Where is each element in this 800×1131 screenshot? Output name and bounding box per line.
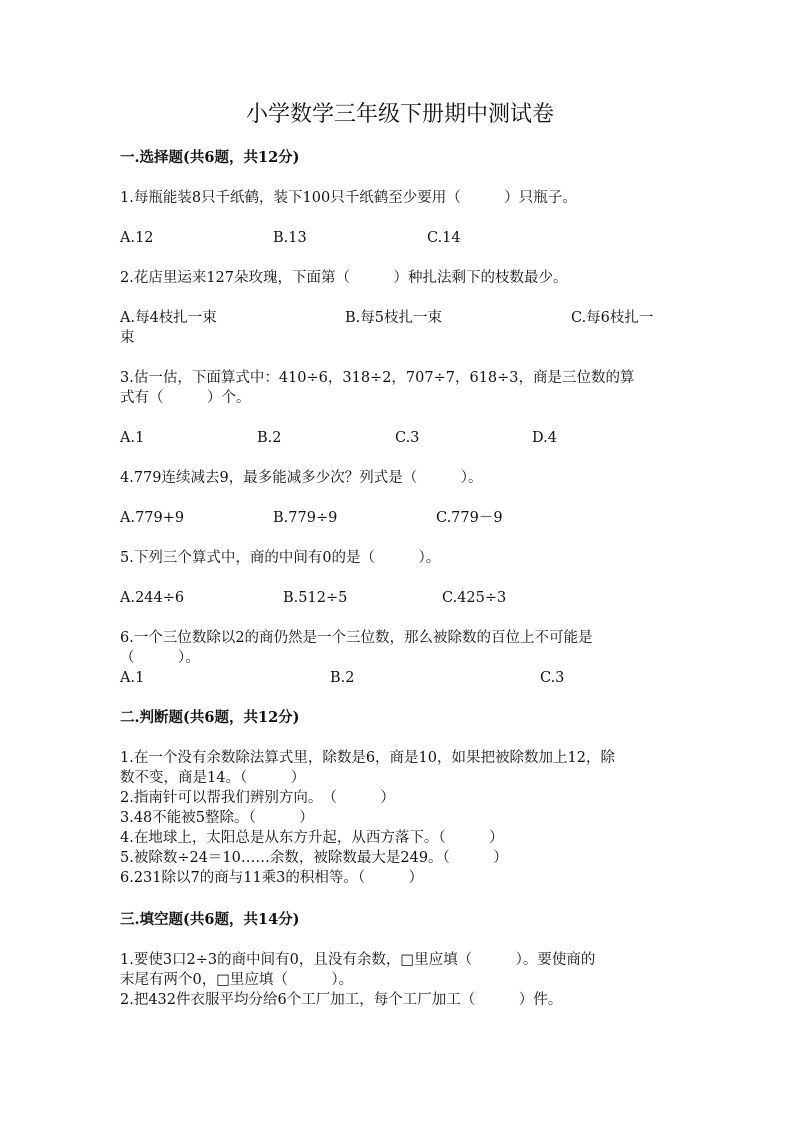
question-stem: 6.231除以7的商与11乘3的积相等。（ ） (120, 870, 424, 886)
question-stem: 1.在一个没有余数除法算式里，除数是6，商是10，如果把被除数加上12，除 (120, 750, 615, 766)
question-stem: 4.779连续减去9，最多能减多少次？列式是（ ）。 (120, 470, 483, 486)
section-heading-fill-blank: 三.填空题(共6题，共14分) (120, 911, 300, 928)
option-c: C.14 (427, 230, 461, 246)
option-b: B.2 (330, 670, 355, 686)
page-title: 小学数学三年级下册期中测试卷 (245, 102, 554, 127)
option-c-continued: 束 (120, 330, 135, 346)
question-stem: 2.花店里运来127朵玫瑰，下面第（ ）种扎法剩下的枝数最少。 (120, 270, 568, 286)
question-stem: 2.把432件衣服平均分给6个工厂加工，每个工厂加工（ ）件。 (120, 992, 563, 1008)
question-stem-continued: 数不变，商是14。（ ） (120, 770, 306, 786)
option-d: D.4 (532, 430, 557, 446)
option-c: C.779－9 (436, 510, 503, 526)
question-stem-continued: 末尾有两个0，□里应填（ ）。 (120, 972, 354, 988)
option-c: C.425÷3 (442, 590, 507, 606)
option-b: B.779÷9 (273, 510, 338, 526)
question-stem: 1.要使3口2÷3的商中间有0，且没有余数，□里应填（ ）。要使商的 (120, 952, 596, 968)
question-stem: 4.在地球上，太阳总是从东方升起，从西方落下。（ ） (120, 830, 504, 846)
question-stem: 5.下列三个算式中，商的中间有0的是（ ）。 (120, 550, 441, 566)
option-c: C.3 (395, 430, 420, 446)
option-a: A.1 (120, 430, 145, 446)
option-c: C.3 (540, 670, 565, 686)
question-stem: 3.估一估，下面算式中：410÷6，318÷2，707÷7，618÷3，商是三位数的算 (120, 370, 635, 386)
option-b: B.每5枝扎一束 (345, 310, 442, 326)
question-stem: 5.被除数÷24＝10……余数，被除数最大是249。（ ） (120, 850, 508, 866)
option-c: C.每6枝扎一 (571, 310, 654, 326)
question-stem-continued: 式有（ ）个。 (120, 390, 251, 406)
option-b: B.2 (257, 430, 282, 446)
question-stem: 2.指南针可以帮我们辨别方向。 （ ） (120, 790, 395, 806)
question-stem: 6.一个三位数除以2的商仍然是一个三位数，那么被除数的百位上不可能是 (120, 630, 593, 646)
option-a: A.779+9 (120, 510, 185, 526)
option-b: B.512÷5 (283, 590, 348, 606)
option-a: A.244÷6 (120, 590, 185, 606)
option-a: A.12 (120, 230, 154, 246)
question-stem-continued: （ ）。 (120, 650, 200, 666)
section-heading-judgement: 二.判断题(共6题，共12分) (120, 709, 300, 726)
option-b: B.13 (273, 230, 307, 246)
section-heading-choice: 一.选择题(共6题，共12分) (120, 149, 300, 166)
question-stem: 1.每瓶能装8只千纸鹤，装下100只千纸鹤至少要用（ ）只瓶子。 (120, 190, 577, 206)
option-a: A.1 (120, 670, 145, 686)
option-a: A.每4枝扎一束 (120, 310, 217, 326)
question-stem: 3.48不能被5整除。（ ） (120, 810, 314, 826)
